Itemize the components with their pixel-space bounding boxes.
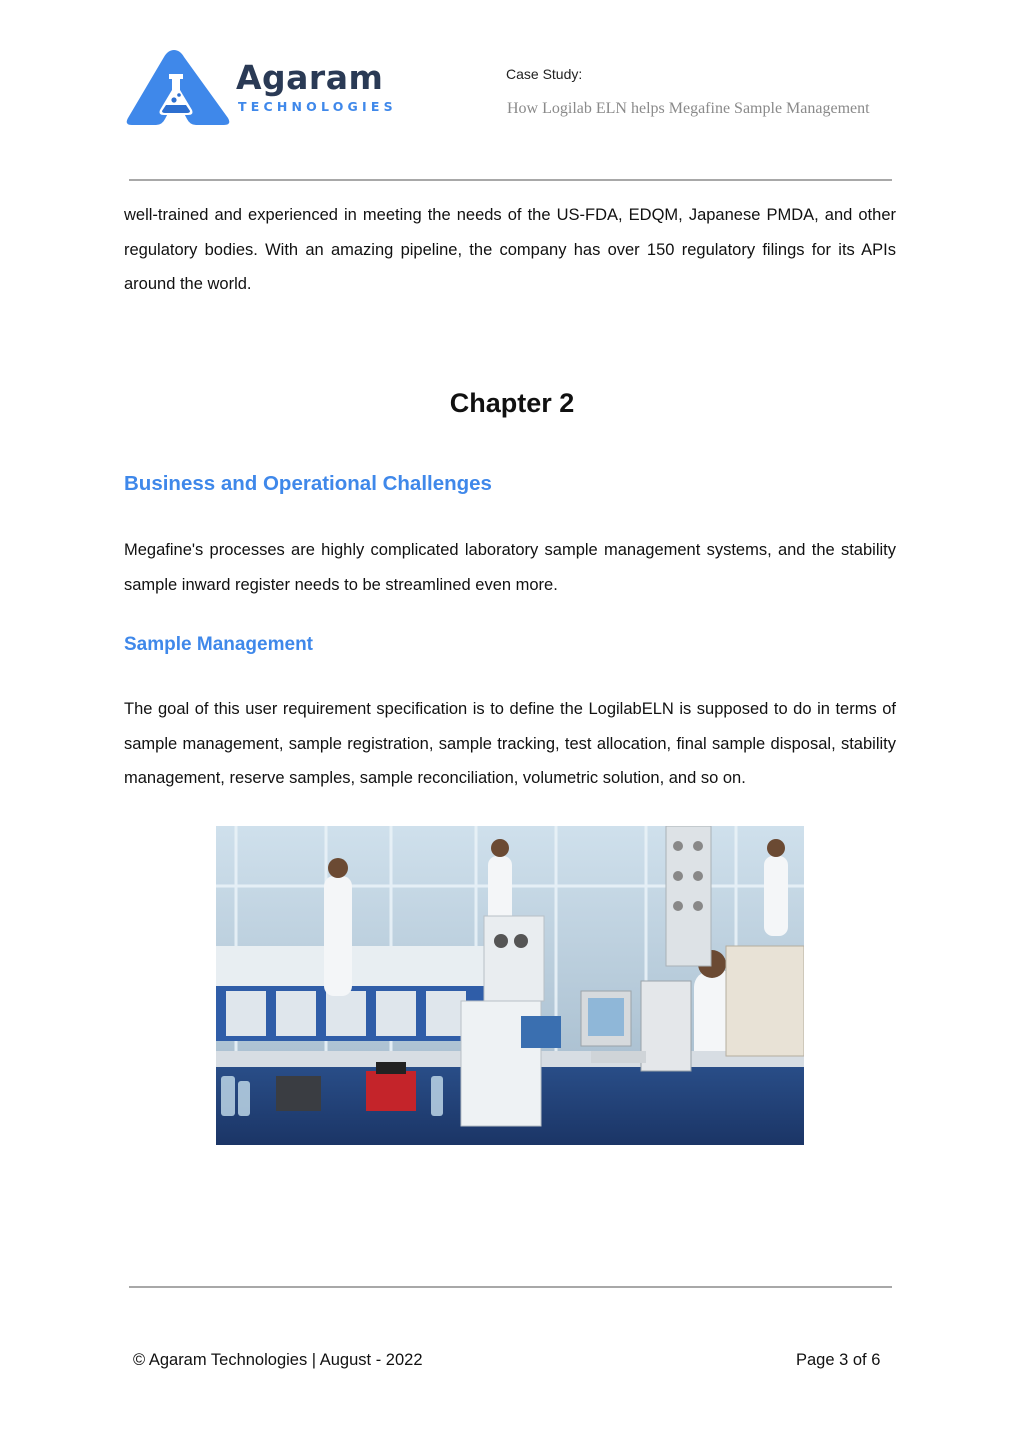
header-divider (129, 179, 892, 181)
case-study-label: Case Study: (506, 66, 583, 82)
brand-subtitle: TECHNOLOGIES (238, 99, 397, 114)
challenges-paragraph: Megafine's processes are highly complicated laboratory sample management systems, and the stability sample inward register needs to be streamlined even more. (124, 541, 896, 594)
intro-paragraph: well-trained and experienced in meeting the needs of the US-FDA, EDQM, Japanese PMDA, and other regulatory bodies. With an amazing pipeline, the company has over 150 regulatory filings for its APIs around the world. (124, 206, 896, 293)
flask-triangle-icon (124, 48, 234, 126)
case-study-title: How Logilab ELN helps Megafine Sample Management (507, 100, 870, 117)
footer-divider (129, 1286, 892, 1288)
section-heading-challenges: Business and Operational Challenges (124, 472, 492, 495)
chapter-title: Chapter 2 (449, 388, 575, 418)
page-number: Page 3 of 6 (796, 1351, 881, 1369)
sample-management-paragraph: The goal of this user requirement specification is to define the LogilabELN is supposed to do in terms of sample management, sample registration, sample tracking, test allocation, final sample disposal, stability management, reserve samples, sample reconciliation, volumetric solution, and so on. (124, 700, 896, 787)
laboratory-photo (216, 826, 804, 1145)
section-heading-sample-management: Sample Management (124, 634, 313, 655)
footer-copyright: © Agaram Technologies | August - 2022 (133, 1351, 423, 1369)
brand-name: Agaram (236, 58, 384, 97)
